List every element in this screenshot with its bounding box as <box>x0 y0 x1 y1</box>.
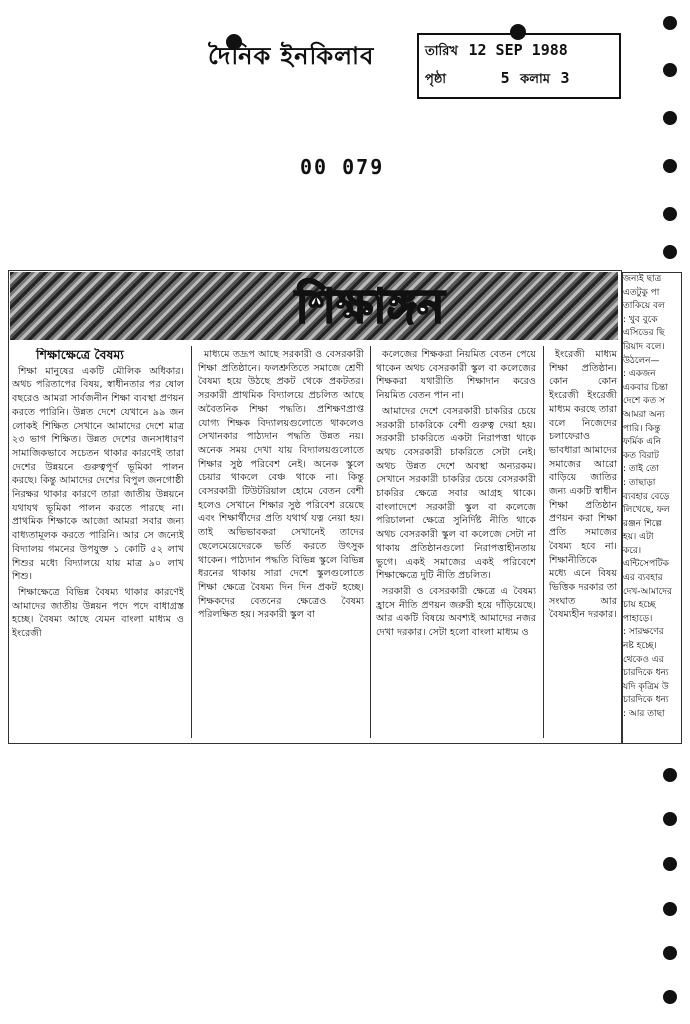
fragment-line: কত বিরাট <box>623 450 659 461</box>
fragment-line: : আর তাছা <box>623 709 665 719</box>
article-column-3 <box>376 348 536 642</box>
punch-hole <box>663 990 677 1004</box>
fragment-line: ফর্মিক এনি <box>623 437 662 448</box>
newspaper-name: দৈনিক ইনকিলাব <box>208 42 375 70</box>
fragment-line: পাহাড়ে। <box>623 613 653 624</box>
reference-number: 00 079 <box>300 155 385 179</box>
fragment-line: তাকিয়ে বল <box>623 301 665 312</box>
fragment-line: এসিডের ছি <box>623 328 665 339</box>
article-headline: শিক্ষাক্ষেত্রে বৈষম্য <box>36 348 124 362</box>
fragment-line: জন্যই ছাত্র <box>623 274 662 284</box>
punch-hole <box>663 159 677 173</box>
fragment-line: এতটুকু পা <box>623 287 660 298</box>
article-paragraph: শিক্ষাক্ষেত্রে বিভিন্ন বৈষম্য থাকার কারণেই আমাদের জাতীয় উন্নয়ন পদে পদে বাধাগ্রস্ত হচ্ছে। বৈষম্য আছে যেমন বাংলা মাধ্যম ও ইংরেজী <box>12 586 184 640</box>
punch-hole <box>663 768 677 782</box>
fragment-line: করে। <box>623 545 642 556</box>
fragment-line: উঠলেন— <box>623 355 660 366</box>
fragment-line: এর ব্যবহার <box>623 573 663 584</box>
fragment-line: : একজন <box>623 369 656 380</box>
column-value: 3 <box>560 69 570 87</box>
fragment-line: দেখ-আমাদের <box>623 586 672 597</box>
column-label: কলাম <box>520 72 550 87</box>
fragment-line: চায় হচ্ছে <box>623 600 656 611</box>
fragment-line: ব্যবহার বেড়ে <box>623 491 670 502</box>
punch-hole <box>663 63 677 77</box>
date-stamp-box <box>417 33 621 99</box>
fragment-line: যদি কৃত্রিম উ <box>623 681 669 692</box>
fragment-line: একবার চিন্তা <box>623 382 668 393</box>
fragment-line: লিখেছে, ফল <box>623 505 670 516</box>
article-paragraph: আমাদের দেশে বেসরকারী চাকরির চেয়ে সরকারী চাকরিকে বেশী গুরুত্ব দেয়া হয়। সরকারী চাকরিতে একটা নিরাপত্তা থাকে অথচ বেসরকারী চাকরিতে সেটা নেই। অথচ উন্নত দেশে অবস্থা অন্যরকম। সেখানে সরকারী চাকরির চেয়ে বেসরকারী চাকরির ক্ষেত্রে সবার আগ্রহ থাকে। বাংলাদেশে সরকারী স্কুল বা কলেজে পরিচালনা ক্ষেত্রে সুনির্দিষ্ট নীতি থাকে অথচ বেসরকারী স্কুল বা কলেজে সেটা না থাকায় প্রতিষ্ঠানগুলো নিরাপত্তাহীনতায় ভুগে। একই সমাজের একই পরিবেশে শিক্ষাক্ষেত্রে দুটি নীতি প্রচলিত। <box>376 405 536 582</box>
article-column-4 <box>549 348 617 624</box>
date-label: তারিখ <box>425 44 458 59</box>
fragment-line: হয়। এটা <box>623 532 654 543</box>
punch-hole <box>663 857 677 871</box>
fragment-line: : খুব বুকে <box>623 314 658 325</box>
article-paragraph: শিক্ষা মানুষের একটি মৌলিক অধিকার। অথচ পরিতাপের বিষয়, স্বাধীনতার পর ষোল বছরেও আমরা সার্বজনীন শিক্ষা ব্যবস্থা প্রণয়ন করতে পারিনি। উন্নত দেশে যেখানে ৯৯ জন লোকই শিক্ষিত সেখানে আমাদের দেশে মাত্র ২৩ ভাগ শিক্ষিত। উন্নত দেশের জনসাধারণ সামাজিকভাবে সচেতন থাকার কারণেই তারা দেশের উন্নয়নে গুরুত্বপূর্ণ ভূমিকা পালন করছে। কিন্তু আমাদের দেশের বিপুল জনগোষ্ঠী নিরক্ষর থাকার কারণে তারা জাতীয় উন্নয়নে যথাযথ ভূমিকা পালন করতে পারছে না। প্রাথমিক শিক্ষাকে আজো আমরা সবার জন্য বাধ্যতামূলক করতে পারিনি। আর সে জন্যেই বিদ্যালয় গমনের উপযুক্ত ১ কোটি ৫২ লাখ শিশুর মধ্যে বিদ্যালয়ে যায় মাত্র ৯০ লাখ শিশু। <box>12 365 184 583</box>
punch-hole <box>663 111 677 125</box>
article-paragraph: মাধ্যমে তদ্রূপ আছে সরকারী ও বেসরকারী শিক্ষা প্রতিষ্ঠানে। ফলশ্রুতিতে সমাজে শ্রেণী বৈষম্য হয়ে উঠছে প্রকট থেকে প্রকটতর। সরকারী প্রাথমিক বিদ্যালয়ে প্রচলিত আছে অবৈতনিক শিক্ষা পদ্ধতি। প্রশিক্ষণপ্রাপ্ত যোগ্য শিক্ষক বিদ্যালয়গুলোতে থাকলেও সেখানকার পাঠ্যদান পদ্ধতি উন্নত নয়। অনেক সময় দেখা যায় বিদ্যালয়গুলোতে শিক্ষার সুষ্ঠ পরিবেশ নেই। অনেক স্কুলে চেয়ার থাকলে বেঞ্চ থাকে না। কিন্তু বেসরকারী টিউটরিয়াল হোমে বেতন বেশী হলেও সেখানে শিক্ষার সুষ্ঠ পরিবেশ রয়েছে এবং শিক্ষার্থীদের প্রতি যথার্থ যত্ন নেয়া হয়। তাই অভিভাবকরা সেখানেই তাদের ছেলেমেয়েদেরকে ভর্তি করতে উৎসুক থাকেন। পাঠ্যদান পদ্ধতি বিভিন্ন স্কুলে বিভিন্ন ধরনের থাকায় সারা দেশে স্কুলগুলোতে শিক্ষা ক্ষেত্রে বৈষম্য দিন দিন প্রকট হচ্ছে। শিক্ষকদের বেতনের ক্ষেত্রেও বৈষম্য পরিলক্ষিত হয়। সরকারী স্কুল বা <box>198 349 364 621</box>
column-divider <box>370 346 371 738</box>
article-paragraph: ইংরেজী মাধ্যম শিক্ষা প্রতিষ্ঠান। কোন কোন ইংরেজী ইংরেজী মাধ্যম করছে তারা বলে নিজেদের চলাফেরাও ভাবধারা আমাদের সমাজের আরো বাড়িয়ে জাতির জন্য একটি স্বাধীন শিক্ষা প্রতিষ্ঠান প্রণয়ন করা শিক্ষা প্রতি সমাজের বৈষম্য হবে না। শিক্ষানীতিকে মধ্যে এনে বিষয় ভিত্তিক দরকার তা সংঘাত আর বৈষম্যহীন দরকার। <box>549 349 617 621</box>
fragment-line: চারদিকে ধন্য <box>623 668 669 679</box>
adjacent-article-fragment <box>622 272 682 744</box>
page-value: 5 <box>500 69 510 87</box>
page-row <box>425 69 570 91</box>
punch-hole <box>663 16 677 30</box>
fragment-line: দেশে কত স <box>623 396 666 407</box>
date-value: 12 SEP 1988 <box>468 41 568 59</box>
column-divider <box>191 346 192 738</box>
section-title: শিক্ষাঙ্গন <box>295 279 445 333</box>
fragment-line: নষ্ট হচ্ছে। <box>623 641 657 652</box>
fragment-line: রঞ্জন শিল্পে <box>623 518 662 529</box>
fragment-line: থেকেও এর <box>623 654 664 665</box>
fragment-line: আমরা অন্য <box>623 409 665 420</box>
punch-hole <box>663 902 677 916</box>
fragment-line: : সারক্ষণের <box>623 627 664 638</box>
article-column-1 <box>12 348 184 643</box>
punch-hole <box>663 245 677 259</box>
article-paragraph: কলেজের শিক্ষকরা নিয়মিত বেতন পেয়ে থাকেন অথচ বেসরকারী স্কুল বা কলেজের শিক্ষকরা যথারীতি শিক্ষাদান করেও নিয়মিত বেতন পান না। <box>376 349 536 402</box>
page-label: পৃষ্ঠা <box>425 72 447 87</box>
date-row <box>425 41 568 63</box>
article-column-2 <box>198 348 364 624</box>
punch-hole <box>663 946 677 960</box>
article-paragraph: সরকারী ও বেসরকারী ক্ষেত্রে এ বৈষম্য হ্রাসে নীতি প্রণয়ন জরুরী হয়ে দাঁড়িয়েছে। আর একটি বিষয়ে অবশ্যই আমাদের নজর দেখা দরকার। সেটা হলো বাংলা মাধ্যম ও <box>376 585 536 639</box>
fragment-line: : তাছাড়া <box>623 477 656 488</box>
punch-hole <box>663 207 677 221</box>
punch-hole <box>663 812 677 826</box>
column-divider <box>543 346 544 738</box>
fragment-line: চারদিকে ধন্য <box>623 695 669 706</box>
fragment-line: : তাই তো <box>623 464 659 475</box>
fragment-line: এন্টিসেপটিক <box>623 559 669 570</box>
fragment-line: রিয়াদ বলে। <box>623 341 665 352</box>
fragment-line: পারি। কিন্তু <box>623 423 661 434</box>
